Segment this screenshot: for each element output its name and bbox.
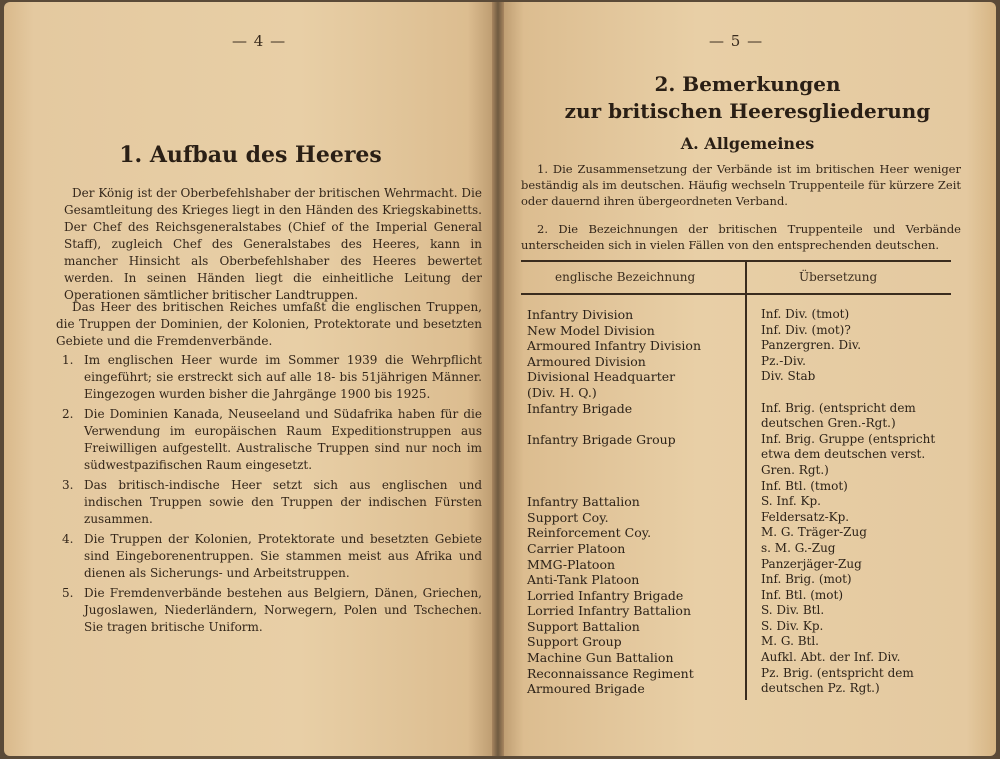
table-cell-english: [527, 416, 742, 432]
table-cell-translation: deutschen Gren.-Rgt.): [761, 416, 896, 431]
table-cell-translation: M. G. Btl.: [761, 634, 819, 649]
intro-paragraph: Der König ist der Oberbefehlshaber der britischen Wehrmacht. Die Gesamtleitung des Krieges liegt in den Händen des Kriegskabinetts. Der Chef des Reichsgeneralstabes (Chief of the Imperial General Staff), zugleich Chef des Generalstabes des Heeres, kann in mancher Hinsicht als Oberbefehlshaber des Heeres bewertet werden. In seinen Händen liegt die einheitliche Leitung der Operationen sämtlicher britischer Landtruppen.: [64, 186, 482, 302]
table-cell-translation: Inf. Brig. Gruppe (entspricht: [761, 431, 936, 446]
table-column-divider: [745, 260, 747, 700]
table-cell-english: MMG-Platoon: [527, 556, 616, 572]
table-cell-translation: [761, 385, 961, 401]
table-cell-english: [527, 447, 742, 463]
table-cell-english: Anti-Tank Platoon: [527, 572, 640, 588]
table-cell-translation: Pz.-Div.: [761, 353, 806, 368]
section-title-2-line1: 2. Bemerkungen: [654, 72, 841, 96]
table-cell-english: Infantry Brigade: [527, 400, 633, 416]
list-item-number: 3.: [62, 478, 74, 492]
page-number-right: — 5 —: [709, 32, 764, 50]
list-item-number: 1.: [62, 353, 74, 367]
table-cell-translation: deutschen Pz. Rgt.): [761, 681, 880, 696]
table-cell-translation: Inf. Btl. (tmot): [761, 478, 848, 493]
table-cell-english: Reconnaissance Regiment: [527, 665, 694, 681]
book-gutter: [492, 2, 504, 756]
table-cell-translation: Div. Stab: [761, 369, 816, 384]
table-top-rule: [521, 260, 951, 262]
list-item-number: 5.: [62, 586, 74, 600]
table-cell-translation: Pz. Brig. (entspricht dem: [761, 665, 914, 680]
table-cell-english: [527, 479, 742, 495]
list-item: [62, 406, 482, 474]
subsection-title: A. Allgemeines: [680, 134, 815, 153]
table-cell-translation: Inf. Div. (tmot): [761, 307, 850, 321]
table-cell-english: (Div. H. Q.): [527, 384, 597, 400]
numbered-list: [62, 352, 482, 639]
table-cell-translation: Panzergren. Div.: [761, 338, 862, 353]
table-cell-english: Divisional Headquarter: [527, 369, 676, 385]
table-cell-english: Machine Gun Battalion: [527, 650, 674, 666]
book-spread: [4, 2, 996, 756]
composition-paragraph: Das Heer des britischen Reiches umfaßt die englischen Truppen, die Truppen der Dominien, der Kolonien, Protektorate und besetzten Gebiete und die Fremdenverbände.: [56, 300, 482, 348]
table-cell-translation: S. Inf. Kp.: [761, 494, 821, 509]
table-header-rule: [521, 293, 951, 295]
table-cell-translation: Feldersatz-Kp.: [761, 509, 850, 524]
table-cell-translation: Panzerjäger-Zug: [761, 556, 862, 571]
table-cell-english: Infantry Battalion: [527, 494, 640, 510]
list-item-text: Im englischen Heer wurde im Sommer 1939 die Wehrpflicht eingeführt; sie erstreckt sich auf alle 18- bis 51jährigen Männer. Eingezogen wurden bisher die Jahrgänge 1900 bis 1925.: [84, 353, 482, 401]
table-cell-english: Lorried Infantry Battalion: [527, 603, 692, 619]
table-cell-english: [527, 463, 742, 479]
table-cell-translation: Gren. Rgt.): [761, 462, 829, 477]
section-title-2-line2: zur britischen Heeresgliederung: [564, 99, 931, 123]
table-cell-translation: S. Div. Kp.: [761, 618, 824, 633]
list-item: [62, 531, 482, 582]
list-item: [62, 585, 482, 636]
table-cell-english: Reinforcement Coy.: [527, 525, 652, 541]
page-number-left: — 4 —: [232, 32, 287, 50]
section-title-1: 1. Aufbau des Heeres: [119, 142, 382, 168]
table-cell-translation: Inf. Btl. (mot): [761, 587, 844, 602]
translations-column: [761, 307, 961, 697]
table-cell-translation: Aufkl. Abt. der Inf. Div.: [761, 650, 901, 665]
table-cell-english: Support Coy.: [527, 509, 609, 525]
remark-paragraph-1: 1. Die Zusammensetzung der Verbände ist im britischen Heer weniger beständig als im deutschen. Häufig wechseln Truppenteile für kürzere Zeit oder dauernd ihren übergeordneten Verband.: [521, 162, 961, 208]
table-cell-english: Infantry Division: [527, 307, 634, 322]
table-cell-english: Lorried Infantry Brigade: [527, 587, 684, 603]
right-page: [499, 2, 996, 756]
table-cell-english: Armoured Division: [527, 353, 646, 369]
list-item-text: Die Fremdenverbände bestehen aus Belgiern, Dänen, Griechen, Jugoslawen, Niederländern, Norwegern, Polen und Tschechen. Sie tragen britische Uniform.: [84, 586, 482, 634]
table-cell-translation: Inf. Div. (mot)?: [761, 322, 851, 337]
english-designations-column: [527, 307, 742, 697]
left-page: [4, 2, 497, 756]
list-item-text: Das britisch-indische Heer setzt sich aus englischen und indischen Truppen sowie den Truppen der indischen Fürsten zusammen.: [84, 478, 482, 526]
table-cell-english: Infantry Brigade Group: [527, 431, 676, 447]
table-cell-english: Carrier Platoon: [527, 540, 626, 556]
remark-paragraph-2: 2. Die Bezeichnungen der britischen Truppenteile und Verbände unterscheiden sich in vielen Fällen von den entsprechenden deutschen.: [521, 222, 961, 252]
table-cell-english: Support Battalion: [527, 618, 640, 634]
table-cell-translation: M. G. Träger-Zug: [761, 525, 867, 540]
table-cell-translation: Inf. Brig. (mot): [761, 572, 852, 587]
table-cell-english: Armoured Brigade: [527, 681, 645, 697]
table-cell-english: Armoured Infantry Division: [527, 338, 701, 354]
list-item-text: Die Dominien Kanada, Neuseeland und Südafrika haben für die Verwendung im europäischen Raum Expeditionstruppen aus Freiwilligen aufgestellt. Australische Truppen sind nur noch im südwestpazifischen Raum eingesetzt.: [84, 407, 482, 472]
table-cell-translation: S. Div. Btl.: [761, 603, 825, 618]
table-cell-translation: etwa dem deutschen verst.: [761, 447, 926, 462]
table-cell-translation: s. M. G.-Zug: [761, 540, 836, 555]
list-item: [62, 352, 482, 403]
list-item: [62, 477, 482, 528]
table-cell-translation: Inf. Brig. (entspricht dem: [761, 400, 916, 415]
table-header-english: englische Bezeichnung: [555, 270, 696, 284]
list-item-number: 4.: [62, 532, 74, 546]
table-cell-english: Support Group: [527, 634, 622, 650]
list-item-number: 2.: [62, 407, 74, 421]
table-header-translation: Übersetzung: [799, 270, 878, 284]
table-cell-english: New Model Division: [527, 322, 655, 338]
list-item-text: Die Truppen der Kolonien, Protektorate und besetzten Gebiete sind Eingeborenentruppen. Sie stammen meist aus Afrika und dienen als Sicherungs- und Arbeitstruppen.: [84, 532, 482, 580]
